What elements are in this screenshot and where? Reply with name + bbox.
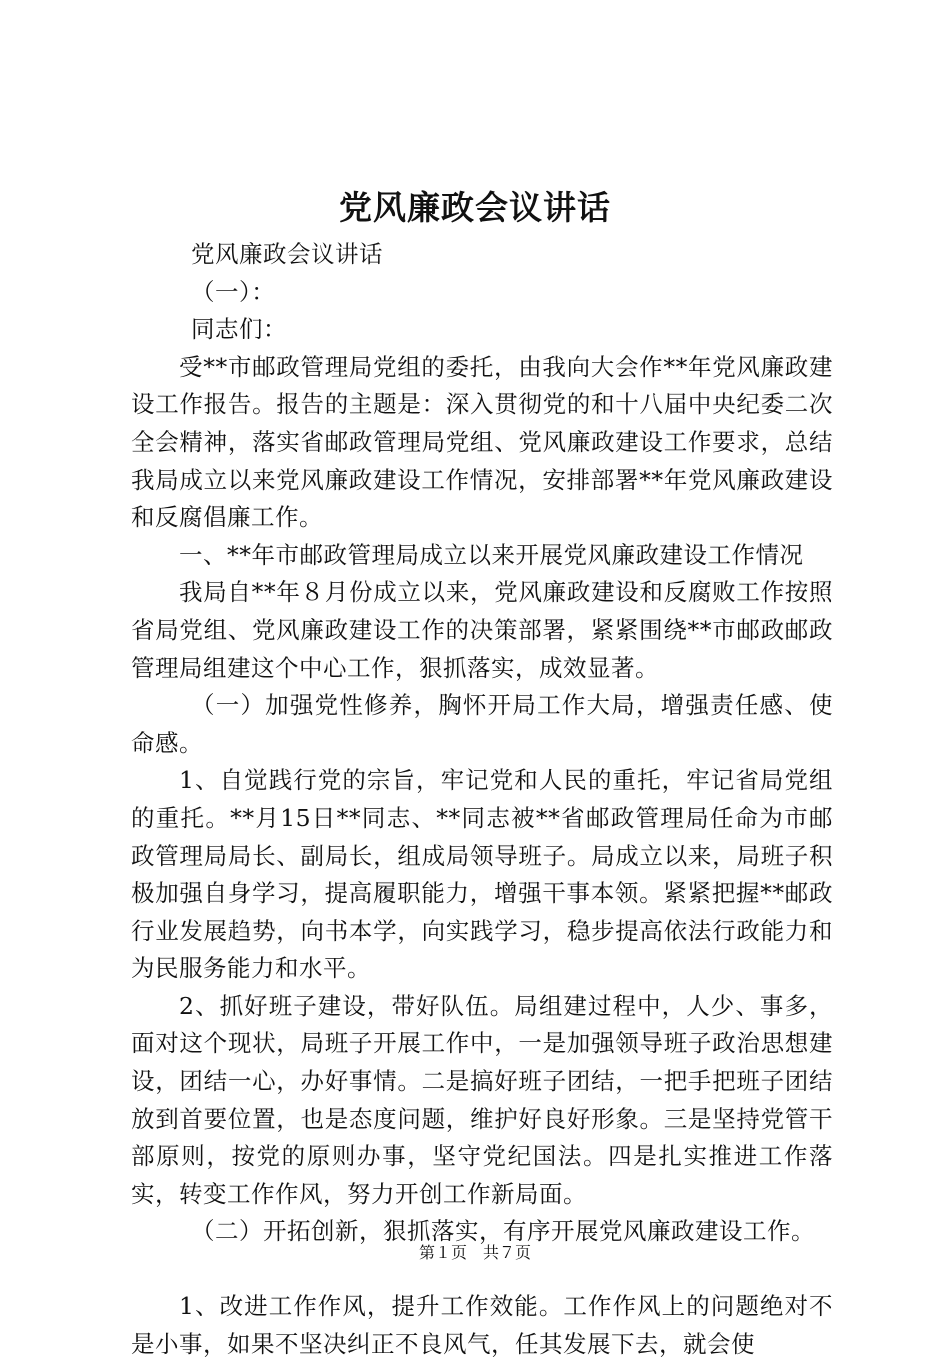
paragraph-heading-1: 一、**年市邮政管理局成立以来开展党风廉政建设工作情况 — [179, 540, 804, 569]
document-title: 党风廉政会议讲话 — [339, 188, 611, 227]
page-footer: 第１页 共７页 — [418, 1243, 531, 1262]
paragraph-subheading-1: （一）加强党性修养，胸怀开局工作大局，增强责任感、使命感。 — [131, 691, 833, 757]
paragraph-point-2: 2、抓好班子建设，带好队伍。局组建过程中，人少、事多，面对这个现状，局班子开展工作中，一是加强领导班子政治思想建设，团结一心，办好事情。二是搞好班子团结，一把手把班子团结放到首要位置，也是态度问题，维护好良好形象。三是坚持党管干部原则，按党的原则办事，坚守党纪国法。四是扎实推进工作落实，转变工作作风，努力开创工作新局面。 — [131, 991, 833, 1208]
document-body — [131, 236, 833, 1363]
paragraph-point-1: 1、自觉践行党的宗旨，牢记党和人民的重托，牢记省局党组的重托。**月15日**同志、**同志被**省邮政管理局任命为市邮政管理局局长、副局长，组成局领导班子。局成立以来，局班子积极加强自身学习，提高履职能力，增强干事本领。紧紧把握**邮政行业发展趋势，向书本学，向实践学习，稳步提高依法行政能力和为民服务能力和水平。 — [131, 766, 833, 983]
paragraph-section-marker: （一）： — [191, 277, 276, 306]
paragraph-overview: 我局自**年８月份成立以来，党风廉政建设和反腐败工作按照省局党组、党风廉政建设工作的决策部署，紧紧围绕**市邮政邮政管理局组建这个中心工作，狠抓落实，成效显著。 — [131, 578, 833, 682]
paragraph-intro: 受**市邮政管理局党组的委托，由我向大会作**年党风廉政建设工作报告。报告的主题是：深入贯彻党的和十八届中央纪委二次全会精神，落实省邮政管理局党组、党风廉政建设工作要求，总结我局成立以来党风廉政建设工作情况，安排部署**年党风廉政建设和反腐倡廉工作。 — [131, 352, 833, 532]
paragraph-subheading-2: （二）开拓创新，狠抓落实，有序开展党风廉政建设工作。 — [191, 1217, 815, 1246]
paragraph-point-3: 1、改进工作作风，提升工作效能。工作作风上的问题绝对不是小事，如果不坚决纠正不良风气，任其发展下去，就会使 — [131, 1292, 833, 1358]
paragraph-subtitle: 党风廉政会议讲话 — [191, 240, 383, 268]
paragraph-salutation: 同志们： — [191, 315, 287, 344]
